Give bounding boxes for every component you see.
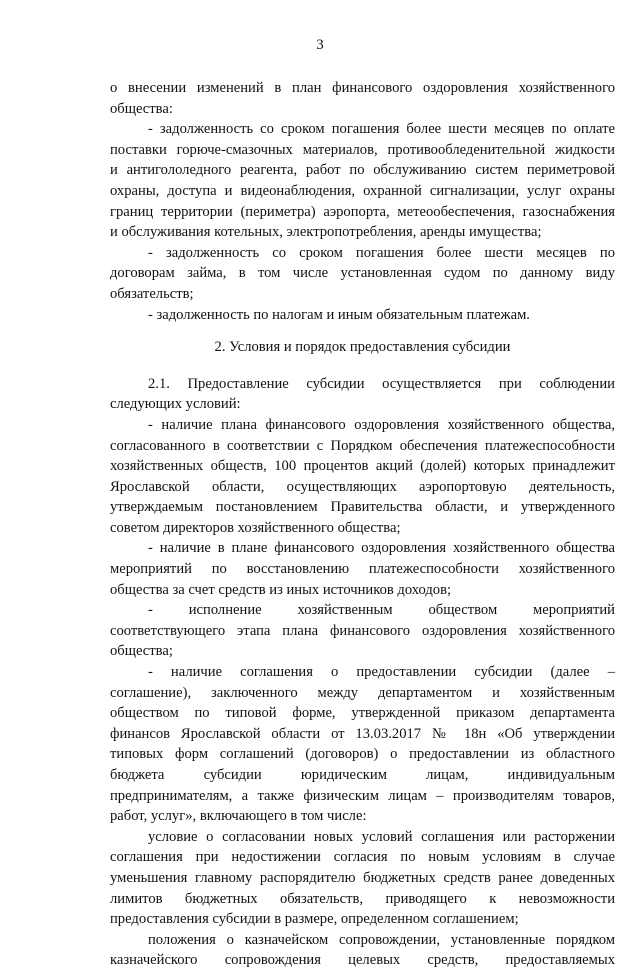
spacer bbox=[110, 358, 615, 374]
text-line: предоставления субсидии в размере, определенном соглашением; bbox=[110, 911, 519, 928]
text-line: обязательств; bbox=[110, 285, 194, 302]
document-body bbox=[110, 78, 615, 971]
spacer bbox=[110, 325, 615, 337]
text-line: и обслуживания котельных, электропотребления, аренды имущества; bbox=[110, 224, 542, 241]
text-line: и антигололедного реагента, работ по обслуживанию систем периметровой bbox=[110, 162, 615, 179]
text-line: советом директоров хозяйственного общества; bbox=[110, 519, 401, 536]
text-line: уменьшения главному распорядителю бюджетных средств ранее доведенных bbox=[110, 869, 615, 886]
text-line: - наличие плана финансового оздоровления хозяйственного общества, bbox=[148, 416, 615, 433]
text-line: общества за счет средств из иных источников доходов; bbox=[110, 581, 452, 598]
text-line: границ территории (периметра) аэропорта, метеообеспечения, газоснабжения bbox=[110, 203, 615, 220]
text-line: бюджета субсидии юридическим лицам, индивидуальным bbox=[110, 767, 615, 783]
text-line: договорам займа, в том числе установленная судом по данному виду bbox=[110, 265, 615, 282]
text-line: - исполнение хозяйственным обществом мероприятий bbox=[148, 602, 615, 619]
text-line: соответствующего этапа плана финансового оздоровления хозяйственного bbox=[110, 622, 615, 639]
text-line: положения о казначейском сопровождении, установленные порядком bbox=[148, 931, 615, 948]
text-line: 2.1. Предоставление субсидии осуществляется при соблюдении bbox=[148, 375, 615, 392]
text-line: лимитов бюджетных обязательств, приводящего к невозможности bbox=[110, 890, 615, 907]
text-line: охраны, доступа и видеонаблюдения, охранной сигнализации, услуг охраны bbox=[110, 182, 615, 199]
page-number: 3 bbox=[316, 37, 324, 53]
text-line: - задолженность по налогам и иным обязательным платежам. bbox=[148, 306, 530, 323]
text-line: типовых форм соглашений (договоров) о предоставлении из областного bbox=[110, 746, 615, 763]
text-line: условие о согласовании новых условий соглашения или расторжении bbox=[148, 828, 615, 845]
text-line: Ярославской области, осуществляющих аэропортовую деятельность, bbox=[110, 478, 615, 495]
text-line: согласованного в соответствии с Порядком обеспечения платежеспособности bbox=[110, 437, 615, 454]
text-line: соглашение), заключенного между департаментом и хозяйственным bbox=[110, 684, 615, 701]
text-line: мероприятий по восстановлению платежеспособности хозяйственного bbox=[110, 561, 615, 578]
text-line: - наличие соглашения о предоставлении субсидии (далее – bbox=[148, 664, 615, 681]
text-line: хозяйственных обществ, 100 процентов акций (долей) которых принадлежит bbox=[110, 458, 615, 475]
text-line: о внесении изменений в план финансового оздоровления хозяйственного bbox=[110, 80, 615, 96]
text-line: финансов Ярославской области от 13.03.2017 № 18н «Об утверждении bbox=[110, 725, 615, 742]
text-line: казначейского сопровождения целевых средств, предоставляемых bbox=[110, 952, 615, 969]
text-line: работ, услуг», включающего в том числе: bbox=[110, 808, 367, 825]
text-line: общества; bbox=[110, 643, 173, 660]
text-line: поставки горюче-смазочных материалов, противообледенительной жидкости bbox=[110, 141, 615, 158]
text-line: - задолженность со сроком погашения более шести месяцев по bbox=[148, 244, 615, 261]
text-line: обществом по типовой форме, утвержденной приказом департамента bbox=[110, 705, 615, 722]
section-heading: 2. Условия и порядок предоставления субсидии bbox=[214, 339, 511, 356]
text-line: следующих условий: bbox=[110, 396, 241, 413]
text-line: - задолженность со сроком погашения более шести месяцев по оплате bbox=[148, 121, 615, 138]
text-line: - наличие в плане финансового оздоровления хозяйственного общества bbox=[148, 540, 615, 557]
text-line: общества: bbox=[110, 100, 173, 117]
text-line: соглашения при недостижении согласия по новым условиям в случае bbox=[110, 849, 615, 866]
text-line: утверждаемым постановлением Правительства области, и утвержденного bbox=[110, 499, 615, 516]
text-line: предпринимателям, а также физическим лицам – производителям товаров, bbox=[110, 787, 615, 804]
